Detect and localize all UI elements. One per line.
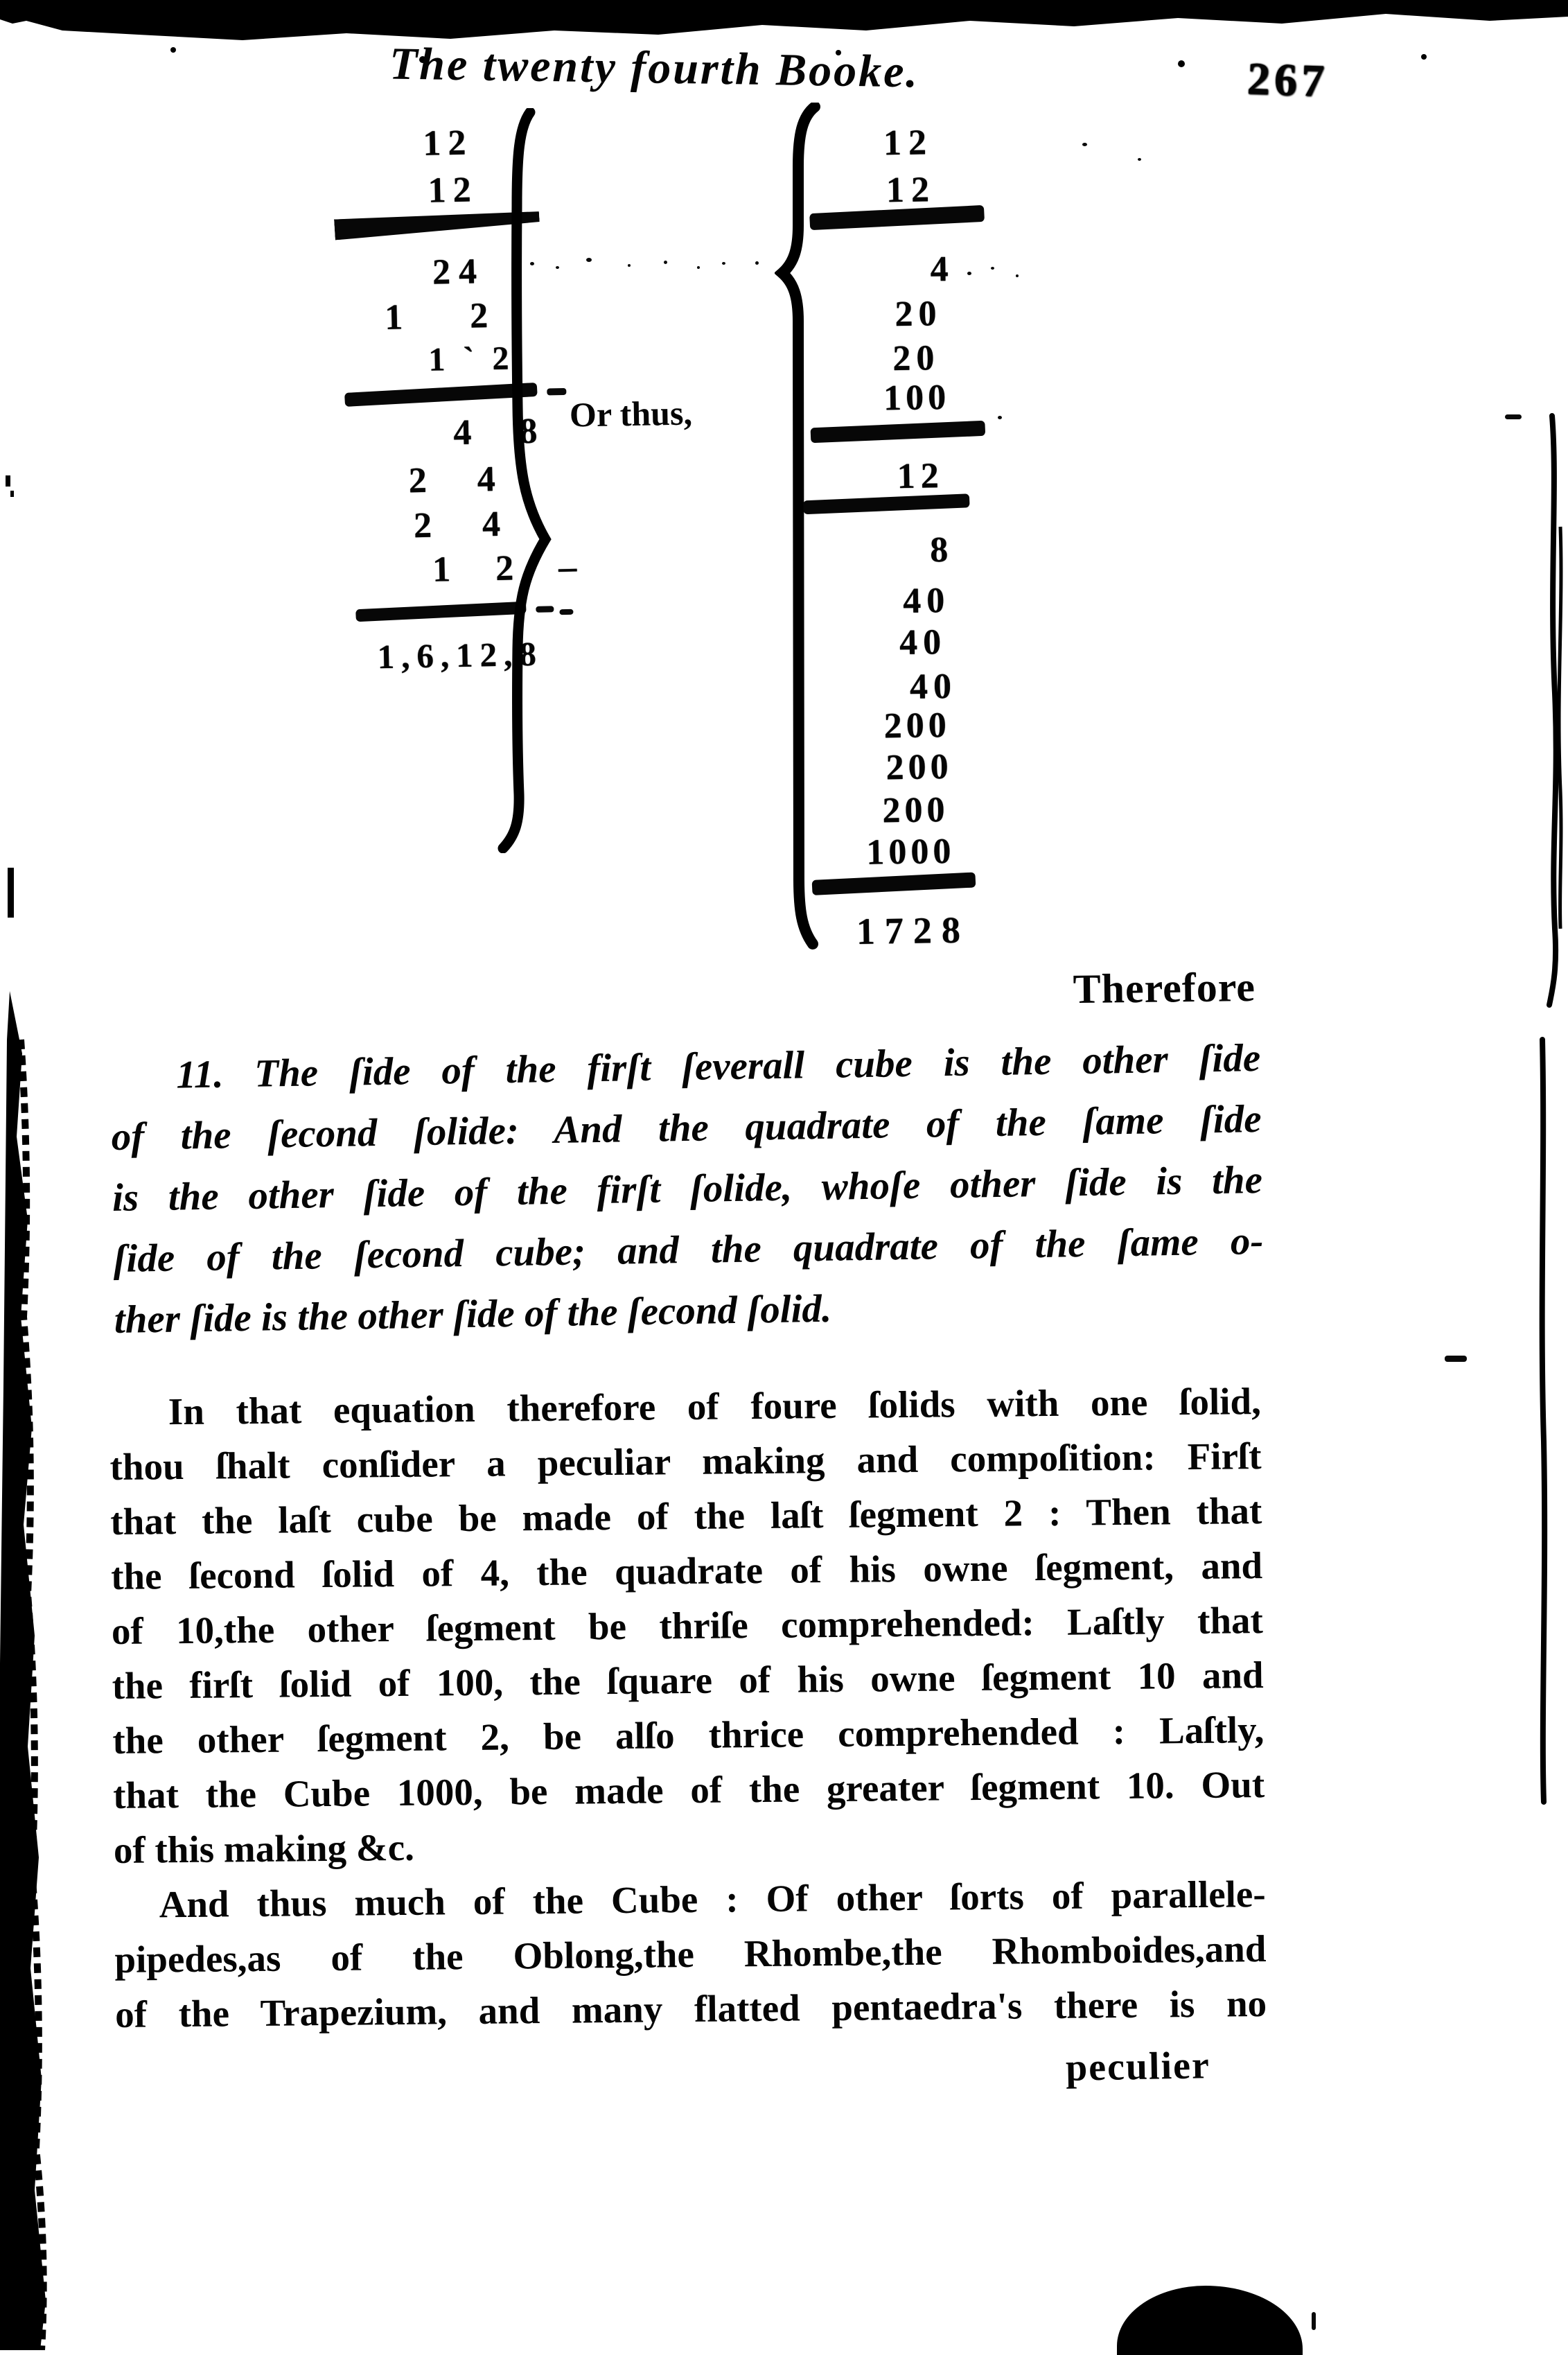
stray-mark: [1445, 1356, 1467, 1362]
ink-speck: [1016, 274, 1019, 277]
body-line: thou ſhalt conſider a peculiar making and compoſition: Firſt: [109, 1435, 1262, 1488]
body-line: pipedes,as of the Oblong,the Rhombe,the Rhomboides,and: [114, 1927, 1267, 1981]
ink-speck: [1082, 143, 1087, 146]
thumb-artifact: [1117, 2286, 1303, 2355]
rule-line: [809, 205, 985, 230]
number-row: 200: [883, 706, 951, 746]
page-number: 267: [1246, 53, 1330, 107]
body-line: In that equation therefore of foure ſolids with one ſolid,: [168, 1380, 1262, 1433]
or-thus-label: Or thus,: [569, 393, 693, 435]
number-row: 1000: [865, 831, 955, 873]
number-row: 12: [422, 123, 473, 164]
ink-speck: [755, 261, 759, 265]
number-row: 12: [897, 456, 945, 497]
ink-speck: [1312, 2312, 1316, 2330]
ink-speck: [991, 267, 994, 270]
body-line: the other ſegment 2, be alſo thrice comprehended : Laſtly,: [112, 1708, 1265, 1762]
proposition-line: ther ſide is the other ſide of the ſecond ſolid.: [114, 1286, 832, 1342]
ink-speck: [722, 262, 725, 265]
catchword: peculier: [1065, 2044, 1211, 2090]
number-row: 40: [899, 622, 947, 663]
number-row: 20: [895, 294, 942, 335]
body-paragraph: [109, 1374, 1267, 2042]
number-row: 12: [883, 123, 934, 164]
number-row: 12: [886, 170, 937, 211]
proposition-line: of the ſecond ſolide: And the quadrate of the ſame ſide: [111, 1096, 1262, 1159]
body-line: of 10,the other ſegment be thriſe comprehended: Laſtly that: [111, 1599, 1264, 1652]
number-row: 4 8: [452, 411, 557, 453]
number-row: 100: [883, 377, 951, 419]
number-row: 2 4: [413, 504, 522, 546]
ink-speck: [1138, 158, 1141, 161]
number-row: 200: [882, 790, 949, 831]
ink-speck: [697, 266, 700, 269]
ink-speck: [556, 266, 559, 269]
body-line: that the laſt cube be made of the laſt ſegment 2 : Then that: [110, 1489, 1262, 1543]
body-line: And thus much of the Cube : Of other ſorts of parallele-: [159, 1873, 1266, 1926]
page-crease-artifact: [1524, 402, 1568, 1830]
number-row: 1728: [856, 909, 971, 952]
ink-speck: [998, 416, 1002, 419]
body-line: of this making &c.: [113, 1826, 415, 1871]
rule-line: [812, 872, 976, 895]
therefore-heading: Therefore: [1073, 963, 1256, 1013]
number-row: 40: [902, 581, 951, 621]
proposition-line: 11. The ſide of the firſt ſeverall cube is the other ſide: [175, 1035, 1261, 1097]
number-row: 2 4: [408, 459, 517, 501]
number-row: 4: [930, 249, 949, 290]
body-line: the firſt ſolid of 100, the ſquare of his owne ſegment 10 and: [112, 1654, 1264, 1707]
number-row: 40: [909, 666, 958, 707]
ink-speck: [967, 272, 971, 275]
ink-speck: [664, 261, 667, 264]
ink-speck: [530, 262, 534, 265]
number-row: 20: [892, 338, 940, 379]
proposition-line: is the other ſide of the firſt ſolide, whoſe other ſide is the: [112, 1157, 1263, 1220]
number-row: 1 2 –: [432, 547, 595, 590]
number-row: 1,6,12,8: [377, 634, 544, 676]
body-line: of the Trapezium, and many flatted pentaedra's there is no: [114, 1982, 1267, 2036]
proposition-line: ſide of the ſecond cube; and the quadrate of the ſame o-: [112, 1218, 1264, 1281]
stray-mark: [1505, 414, 1522, 419]
left-brace-icon: [494, 108, 563, 853]
binding-shadow-artifact: [0, 0, 111, 2350]
ink-speck: [586, 258, 592, 262]
number-row: 12: [428, 170, 479, 211]
number-row: 200: [886, 746, 953, 788]
rule-line: [803, 493, 970, 514]
body-line: that the Cube 1000, be made of the greater ſegment 10. Out: [112, 1763, 1265, 1816]
number-row: 24: [432, 252, 486, 292]
proposition-paragraph: [110, 1028, 1265, 1351]
number-row: 8: [929, 530, 949, 570]
number-row: 1 2: [384, 295, 518, 338]
rule-line: [811, 421, 986, 444]
body-line: the ſecond ſolid of 4, the quadrate of his owne ſegment, and: [110, 1544, 1263, 1597]
page-header-title: The twenty fourth Booke.: [389, 38, 920, 98]
right-workings-column: [811, 110, 989, 964]
number-row: 1ˋ2: [428, 340, 527, 378]
ink-speck: [628, 264, 631, 267]
